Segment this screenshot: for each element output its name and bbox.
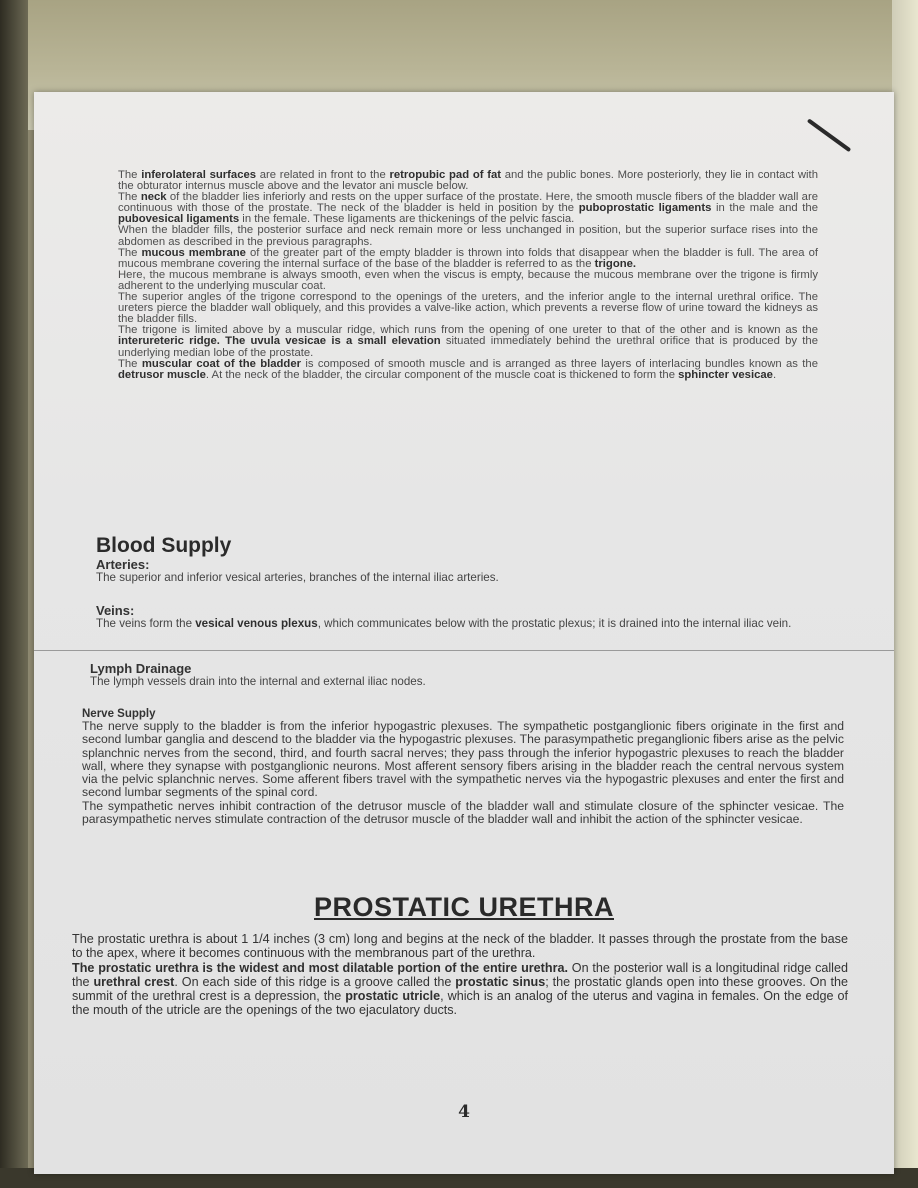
lymph-text: The lymph vessels drain into the internal and external iliac nodes. [90, 675, 426, 688]
text-run: On the posterior wall is a longitudinal ridge called the [72, 960, 848, 989]
text-run: The trigone is limited above by a muscular ridge, which runs from the opening of one ureter to that of the other and is known as the [118, 324, 818, 337]
bold-term: The prostatic urethra is the widest and most dilatable portion of the entire urethra. [72, 960, 568, 975]
text-run: ; the prostatic glands open into these grooves. On the summit of the urethral crest is a depression, the [72, 974, 848, 1004]
bold-term: trigone. [594, 257, 637, 270]
text-run: The [118, 357, 142, 370]
heading-prostatic-urethra: PROSTATIC URETHRA [314, 892, 614, 922]
paragraph-neck [118, 192, 818, 225]
document-page [34, 92, 894, 1174]
text-run: . On each side of this ridge is a groove called the [174, 974, 456, 989]
heading-lymph-drainage: Lymph Drainage [90, 661, 192, 676]
text-run: , which communicates below with the prostatic plexus; it is drained into the internal iliac vein. [317, 617, 792, 630]
text-run: is composed of smooth muscle and is arranged as three layers of interlacing bundles known as the [301, 357, 818, 370]
text-run: , which is an analog of the uterus and vagina in females. On the edge of the mouth of the utricle are the openings of the two ejaculatory ducts. [72, 989, 848, 1018]
paragraph-trigone-angles [118, 292, 818, 325]
page-content [34, 92, 894, 1174]
heading-veins: Veins: [96, 603, 135, 618]
text-run: and the public bones. More posteriorly, they lie in contact with the obturator internus muscle above and the levator ani muscle below. [118, 169, 818, 193]
nerve-paragraph-2: The sympathetic nerves inhibit contraction of the detrusor muscle of the bladder wall and stimulate closure of the sphincter vesicae. The parasympathetic nerves stimulate contraction of the detrusor muscle of the bladder wall and inhibit the action of the sphincter vesicae. [82, 798, 844, 827]
bold-term: retropubic pad of fat [389, 169, 502, 181]
bold-term: neck [140, 191, 167, 204]
section-veins [96, 604, 836, 631]
text-run: Here, the mucous membrane is always smooth, even when the viscus is empty, because the mucous membrane over the trigone is firmly adherent to the underlying muscular coat. [118, 268, 818, 292]
heading-arteries: Arteries: [96, 557, 150, 572]
bold-term: mucous membrane [141, 246, 246, 259]
text-run: situated immediately behind the urethral orifice that is produced by the underlying median lobe of the prostate. [118, 335, 818, 359]
prostatic-paragraph-1: The prostatic urethra is about 1 1/4 inches (3 cm) long and begins at the neck of the bladder. It passes through the prostate from the base to the apex, where it becomes continuous with the membranous part of the urethra. [72, 932, 848, 961]
veins-text [96, 618, 836, 631]
section-prostatic-urethra [72, 932, 848, 1018]
text-run: The [118, 169, 142, 181]
page-number: 4 [458, 1102, 470, 1122]
bladder-description [118, 170, 818, 381]
bold-term: pubovesical ligaments [118, 213, 240, 226]
text-run: . [772, 368, 777, 381]
section-arteries [96, 558, 836, 585]
nerve-paragraph-1: The nerve supply to the bladder is from the inferior hypogastric plexuses. The sympathetic postganglionic fibers originate in the first and second lumbar ganglia and descend to the bladder via the hypogastric plexuses. The parasympathetic preganglionic fibers arise as the pelvic splanchnic nerves from the second, third, and fourth sacral nerves; they pass through the inferior hypogastric plexuses to reach the bladder wall, where they synapse with postganglionic neurons. Most afferent sensory fibers arising in the bladder reach the central nervous system via the pelvic splanchnic nerves. Some afferent fibers travel with the sympathetic nerves via the hypogastric plexuses and enter the first and second lumbar segments of the spinal cord. [82, 719, 844, 800]
heading-blood-supply: Blood Supply [96, 534, 232, 557]
bold-term: interureteric ridge. The uvula vesicae is a small elevation [118, 335, 441, 348]
text-run: of the greater part of the empty bladder is thrown into folds that disappear when the bladder is full. The area of mucous membrane covering the internal surface of the base of the bladder is referred to as the [118, 246, 818, 270]
paragraph-muscular-coat [118, 359, 818, 381]
text-run: in the male and the [711, 202, 818, 215]
background-right [892, 0, 918, 1188]
text-run: . At the neck of the bladder, the circular component of the muscle coat is thickened to form the [205, 368, 679, 381]
text-run: When the bladder fills, the posterior surface and neck remain more or less unchanged in position, but the superior surface rises into the abdomen as described in the previous paragraphs. [118, 224, 818, 248]
text-run: The [118, 246, 142, 259]
bold-term: vesical venous plexus [195, 617, 318, 630]
paragraph-interureteric [118, 325, 818, 358]
arteries-text: The superior and inferior vesical arteries, branches of the internal iliac arteries. [96, 571, 499, 584]
text-run: in the female. These ligaments are thickenings of the pelvic fascia. [239, 213, 575, 226]
background-left [0, 0, 28, 1188]
bold-term: muscular coat of the bladder [141, 357, 302, 370]
paragraph-filling [118, 225, 818, 247]
bold-term: prostatic utricle [345, 989, 441, 1004]
bold-term: puboprostatic ligaments [578, 202, 712, 215]
text-run: of the bladder lies inferiorly and rests on the upper surface of the prostate. Here, the smooth muscle fibers of the bladder wall are continuous with those of the prostate. The neck of the bladder is held in position by the [118, 191, 819, 215]
bold-term: sphincter vesicae [678, 368, 773, 381]
section-nerve-supply [82, 708, 844, 826]
paragraph-inferolateral [118, 170, 818, 192]
heading-nerve-supply: Nerve Supply [82, 708, 156, 720]
page-fold-line [34, 650, 894, 651]
prostatic-paragraph-2 [72, 961, 848, 1018]
paragraph-trigone-smooth [118, 270, 818, 292]
text-run: The superior angles of the trigone correspond to the openings of the ureters, and the inferior angle to the internal urethral orifice. The ureters pierce the bladder wall obliquely, and this provides a valve-like action, which prevents a reverse flow of urine toward the kidneys as the bladder fills. [118, 291, 818, 326]
bold-term: inferolateral surfaces [141, 169, 257, 181]
section-lymph-drainage [90, 662, 840, 689]
bold-term: urethral crest [93, 974, 175, 989]
text-run: The [118, 191, 141, 204]
bold-term: prostatic sinus [455, 974, 546, 989]
text-run: The veins form the [96, 617, 196, 630]
bold-term: detrusor muscle [118, 368, 206, 381]
paragraph-mucous-membrane [118, 248, 818, 270]
text-run: are related in front to the [256, 169, 390, 181]
